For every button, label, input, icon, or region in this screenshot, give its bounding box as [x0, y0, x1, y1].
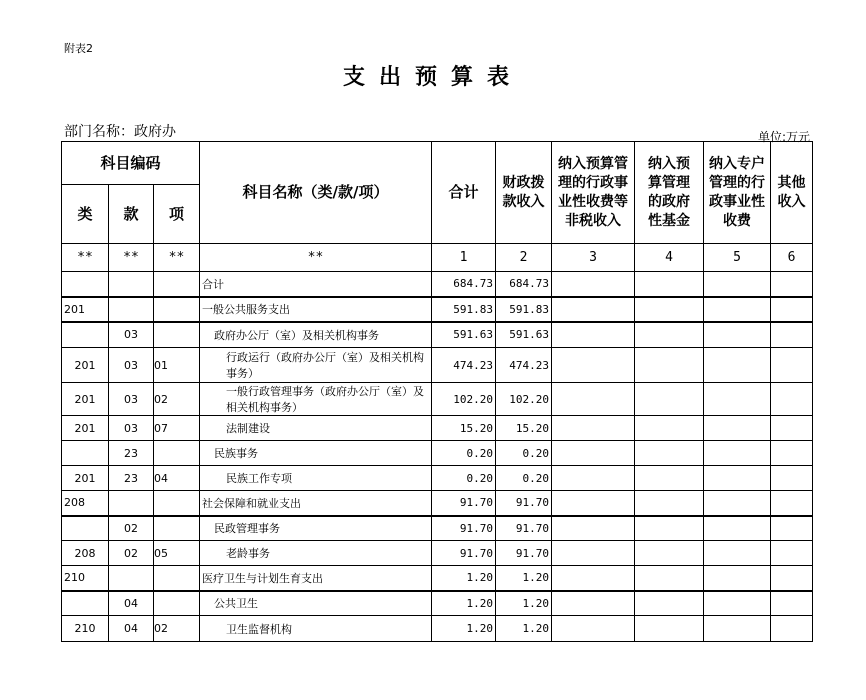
- total-cell: 102.20: [432, 383, 496, 416]
- table-row: [62, 272, 813, 297]
- code-lei-cell: 201: [62, 466, 109, 491]
- admin-fee-cell: [552, 441, 635, 466]
- other-cell: [771, 348, 813, 383]
- code-kuan-cell: 03: [109, 348, 154, 383]
- admin-fee-cell: [552, 322, 635, 348]
- code-lei-cell: 210: [62, 566, 109, 591]
- other-cell: [771, 491, 813, 516]
- subject-name-cell: 民政管理事务: [200, 516, 432, 541]
- gov-fund-cell: [635, 441, 704, 466]
- code-lei-cell: 208: [62, 491, 109, 516]
- special-account-cell: [704, 541, 771, 566]
- gov-fund-cell: [635, 466, 704, 491]
- header-other: 其他收入: [771, 142, 813, 244]
- fiscal-cell: 91.70: [496, 516, 552, 541]
- table-row: [62, 616, 813, 642]
- gov-fund-cell: [635, 416, 704, 441]
- code-kuan-cell: 02: [109, 541, 154, 566]
- table-row: [62, 466, 813, 491]
- code-kuan-cell: [109, 297, 154, 322]
- code-kuan-cell: [109, 566, 154, 591]
- other-cell: [771, 516, 813, 541]
- total-cell: 591.63: [432, 322, 496, 348]
- header-lei: 类: [62, 185, 109, 244]
- special-account-cell: [704, 616, 771, 642]
- admin-fee-cell: [552, 416, 635, 441]
- code-xiang-cell: [154, 566, 200, 591]
- code-lei-cell: 201: [62, 383, 109, 416]
- gov-fund-cell: [635, 297, 704, 322]
- code-xiang-cell: [154, 441, 200, 466]
- code-lei-cell: [62, 441, 109, 466]
- admin-fee-cell: [552, 272, 635, 297]
- table-row: [62, 591, 813, 616]
- column-index-cell: 1: [432, 244, 496, 272]
- gov-fund-cell: [635, 516, 704, 541]
- table-row: [62, 383, 813, 416]
- fiscal-cell: 15.20: [496, 416, 552, 441]
- header-xiang: 项: [154, 185, 200, 244]
- other-cell: [771, 466, 813, 491]
- gov-fund-cell: [635, 591, 704, 616]
- header-admin-fee: 纳入预算管理的行政事业性收费等非税收入: [552, 142, 635, 244]
- fiscal-cell: 102.20: [496, 383, 552, 416]
- special-account-cell: [704, 591, 771, 616]
- fiscal-cell: 0.20: [496, 466, 552, 491]
- gov-fund-cell: [635, 272, 704, 297]
- admin-fee-cell: [552, 297, 635, 322]
- fiscal-cell: 474.23: [496, 348, 552, 383]
- subject-name-cell: 老龄事务: [200, 541, 432, 566]
- code-kuan-cell: [109, 272, 154, 297]
- fiscal-cell: 91.70: [496, 541, 552, 566]
- code-xiang-cell: 02: [154, 383, 200, 416]
- special-account-cell: [704, 297, 771, 322]
- code-xiang-cell: 07: [154, 416, 200, 441]
- code-kuan-cell: 23: [109, 466, 154, 491]
- code-xiang-cell: 05: [154, 541, 200, 566]
- gov-fund-cell: [635, 566, 704, 591]
- gov-fund-cell: [635, 322, 704, 348]
- code-kuan-cell: [109, 491, 154, 516]
- subject-name-cell: 医疗卫生与计划生育支出: [200, 566, 432, 591]
- star-cell: **: [154, 244, 200, 272]
- fiscal-cell: 591.83: [496, 297, 552, 322]
- special-account-cell: [704, 566, 771, 591]
- subject-name-cell: 民族工作专项: [200, 466, 432, 491]
- table-row: [62, 566, 813, 591]
- code-kuan-cell: 03: [109, 322, 154, 348]
- table-row: [62, 348, 813, 383]
- subject-name-cell: 政府办公厅（室）及相关机构事务: [200, 322, 432, 348]
- special-account-cell: [704, 348, 771, 383]
- total-cell: 474.23: [432, 348, 496, 383]
- code-xiang-cell: [154, 297, 200, 322]
- subject-name-cell: 合计: [200, 272, 432, 297]
- total-cell: 684.73: [432, 272, 496, 297]
- special-account-cell: [704, 322, 771, 348]
- total-cell: 1.20: [432, 566, 496, 591]
- code-xiang-cell: [154, 491, 200, 516]
- gov-fund-cell: [635, 541, 704, 566]
- total-cell: 1.20: [432, 591, 496, 616]
- budget-table: [61, 141, 813, 642]
- subject-name-cell: 行政运行（政府办公厅（室）及相关机构事务）: [200, 348, 432, 383]
- page-title: 支出预算表: [342, 65, 523, 90]
- total-cell: 91.70: [432, 491, 496, 516]
- code-xiang-cell: [154, 322, 200, 348]
- header-special-account: 纳入专户管理的行政事业性收费: [704, 142, 771, 244]
- other-cell: [771, 441, 813, 466]
- header-code-group: 科目编码: [62, 142, 200, 185]
- attachment-label: 附表2: [64, 42, 93, 55]
- code-xiang-cell: 02: [154, 616, 200, 642]
- other-cell: [771, 541, 813, 566]
- star-cell: **: [62, 244, 109, 272]
- admin-fee-cell: [552, 566, 635, 591]
- fiscal-cell: 91.70: [496, 491, 552, 516]
- column-index-cell: 2: [496, 244, 552, 272]
- fiscal-cell: 591.63: [496, 322, 552, 348]
- total-cell: 0.20: [432, 466, 496, 491]
- code-xiang-cell: 01: [154, 348, 200, 383]
- special-account-cell: [704, 383, 771, 416]
- code-lei-cell: 201: [62, 297, 109, 322]
- code-lei-cell: [62, 591, 109, 616]
- code-xiang-cell: 04: [154, 466, 200, 491]
- header-name: 科目名称（类/款/项）: [200, 142, 432, 244]
- other-cell: [771, 616, 813, 642]
- special-account-cell: [704, 416, 771, 441]
- code-lei-cell: 201: [62, 348, 109, 383]
- total-cell: 15.20: [432, 416, 496, 441]
- header-fiscal: 财政拨款收入: [496, 142, 552, 244]
- code-lei-cell: 208: [62, 541, 109, 566]
- code-lei-cell: [62, 272, 109, 297]
- special-account-cell: [704, 466, 771, 491]
- total-cell: 91.70: [432, 516, 496, 541]
- gov-fund-cell: [635, 383, 704, 416]
- code-lei-cell: 210: [62, 616, 109, 642]
- table-row: [62, 541, 813, 566]
- code-kuan-cell: 23: [109, 441, 154, 466]
- fiscal-cell: 1.20: [496, 566, 552, 591]
- code-kuan-cell: 02: [109, 516, 154, 541]
- total-cell: 1.20: [432, 616, 496, 642]
- admin-fee-cell: [552, 516, 635, 541]
- admin-fee-cell: [552, 616, 635, 642]
- column-index-cell: 4: [635, 244, 704, 272]
- header-kuan: 款: [109, 185, 154, 244]
- gov-fund-cell: [635, 348, 704, 383]
- special-account-cell: [704, 516, 771, 541]
- code-lei-cell: [62, 322, 109, 348]
- admin-fee-cell: [552, 491, 635, 516]
- fiscal-cell: 1.20: [496, 591, 552, 616]
- code-kuan-cell: 03: [109, 383, 154, 416]
- column-index-cell: 6: [771, 244, 813, 272]
- other-cell: [771, 383, 813, 416]
- code-xiang-cell: [154, 516, 200, 541]
- total-cell: 0.20: [432, 441, 496, 466]
- code-kuan-cell: 03: [109, 416, 154, 441]
- table-row: [62, 416, 813, 441]
- star-cell: **: [200, 244, 432, 272]
- special-account-cell: [704, 491, 771, 516]
- code-xiang-cell: [154, 591, 200, 616]
- subject-name-cell: 一般公共服务支出: [200, 297, 432, 322]
- column-index-cell: 3: [552, 244, 635, 272]
- other-cell: [771, 566, 813, 591]
- table-row: [62, 491, 813, 516]
- subject-name-cell: 社会保障和就业支出: [200, 491, 432, 516]
- other-cell: [771, 416, 813, 441]
- subject-name-cell: 一般行政管理事务（政府办公厅（室）及相关机构事务）: [200, 383, 432, 416]
- code-kuan-cell: 04: [109, 591, 154, 616]
- other-cell: [771, 591, 813, 616]
- fiscal-cell: 1.20: [496, 616, 552, 642]
- subject-name-cell: 民族事务: [200, 441, 432, 466]
- admin-fee-cell: [552, 591, 635, 616]
- table-row: [62, 322, 813, 348]
- admin-fee-cell: [552, 383, 635, 416]
- gov-fund-cell: [635, 491, 704, 516]
- subject-name-cell: 公共卫生: [200, 591, 432, 616]
- gov-fund-cell: [635, 616, 704, 642]
- special-account-cell: [704, 441, 771, 466]
- table-row: [62, 441, 813, 466]
- subject-name-cell: 卫生监督机构: [200, 616, 432, 642]
- table-row: [62, 297, 813, 322]
- admin-fee-cell: [552, 348, 635, 383]
- header-gov-fund: 纳入预算管理的政府性基金: [635, 142, 704, 244]
- fiscal-cell: 0.20: [496, 441, 552, 466]
- admin-fee-cell: [552, 541, 635, 566]
- code-lei-cell: 201: [62, 416, 109, 441]
- column-index-cell: 5: [704, 244, 771, 272]
- code-xiang-cell: [154, 272, 200, 297]
- header-total: 合计: [432, 142, 496, 244]
- other-cell: [771, 322, 813, 348]
- subject-name-cell: 法制建设: [200, 416, 432, 441]
- other-cell: [771, 297, 813, 322]
- table-row: [62, 516, 813, 541]
- admin-fee-cell: [552, 466, 635, 491]
- fiscal-cell: 684.73: [496, 272, 552, 297]
- star-cell: **: [109, 244, 154, 272]
- code-kuan-cell: 04: [109, 616, 154, 642]
- other-cell: [771, 272, 813, 297]
- total-cell: 591.83: [432, 297, 496, 322]
- total-cell: 91.70: [432, 541, 496, 566]
- special-account-cell: [704, 272, 771, 297]
- code-lei-cell: [62, 516, 109, 541]
- unit-label: 单位:万元: [757, 130, 810, 144]
- department-label: 部门名称：政府办: [64, 124, 176, 140]
